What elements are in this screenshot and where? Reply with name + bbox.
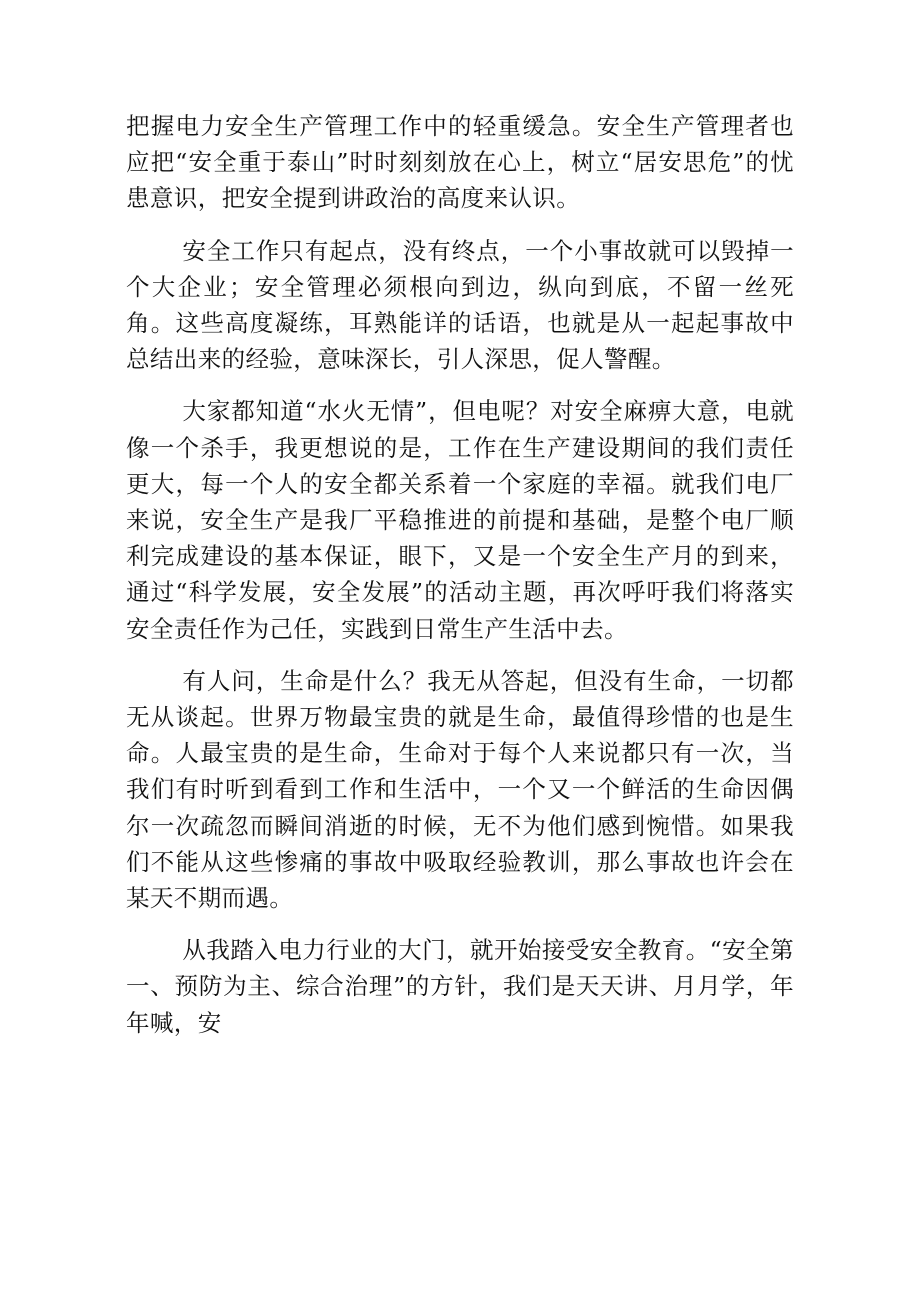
document-body <box>126 108 794 1057</box>
paragraph-1: 把握电力安全生产管理工作中的轻重缓急。安全生产管理者也应把“安全重于泰山”时时刻刻放在心上，树立“居安思危”的忧患意识，把安全提到讲政治的高度来认识。 <box>126 112 794 213</box>
paragraph-3: 大家都知道“水火无情”，但电呢？对安全麻痹大意，电就像一个杀手，我更想说的是，工作在生产建设期间的我们责任更大，每一个人的安全都关系着一个家庭的幸福。就我们电厂来说，安全生产是我厂平稳推进的前提和基础，是整个电厂顺利完成建设的基本保证，眼下，又是一个安全生产月的到来，通过“科学发展，安全发展”的活动主题，再次呼吁我们将落实安全责任作为己任，实践到日常生产生活中去。 <box>126 397 794 643</box>
paragraph-4: 有人问，生命是什么？我无从答起，但没有生命，一切都无从谈起。世界万物最宝贵的就是生命，最值得珍惜的也是生命。人最宝贵的是生命，生命对于每个人来说都只有一次，当我们有时听到看到工作和生活中，一个又一个鲜活的生命因偶尔一次疏忽而瞬间消逝的时候，无不为他们感到惋惜。如果我们不能从这些惨痛的事故中吸取经验教训，那么事故也许会在某天不期而遇。 <box>126 666 794 913</box>
paragraph-2: 安全工作只有起点，没有终点，一个小事故就可以毁掉一个大企业；安全管理必须根向到边，纵向到底，不留一丝死角。这些高度凝练，耳熟能详的话语，也就是从一起起事故中总结出来的经验，意味深长，引人深思，促人警醒。 <box>126 236 794 374</box>
paragraph-5: 从我踏入电力行业的大门，就开始接受安全教育。“安全第一、预防为主、综合治理”的方针，我们是天天讲、月月学，年年喊，安 <box>126 936 794 1037</box>
